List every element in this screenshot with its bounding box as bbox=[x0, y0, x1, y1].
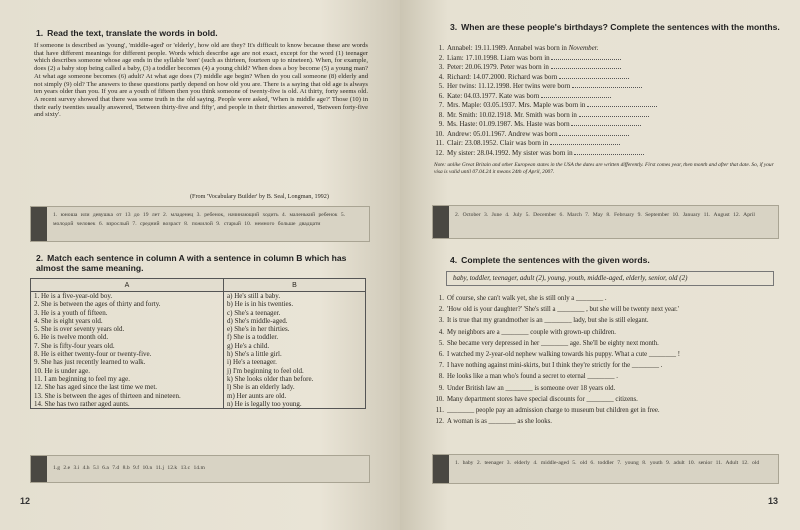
exercise-3-list bbox=[430, 44, 780, 158]
answer-blank[interactable] bbox=[559, 78, 629, 79]
table-row bbox=[31, 375, 366, 383]
exercise-title-text: Match each sentence in column A with a sentence in column B which has almost the same meaning. bbox=[36, 253, 347, 273]
column-b-cell: j) I'm beginning to feel old. bbox=[224, 367, 366, 375]
list-item bbox=[430, 371, 782, 382]
column-a-cell: 6. He is twelve month old. bbox=[31, 333, 224, 341]
item-number: 4. bbox=[438, 72, 444, 81]
answer-blank[interactable] bbox=[551, 68, 621, 69]
item-number: 3. bbox=[438, 317, 444, 325]
column-a-cell: 12. She has aged since the last time we met. bbox=[31, 383, 224, 391]
answer-blank[interactable] bbox=[579, 116, 649, 117]
item-number: 8. bbox=[438, 110, 444, 119]
item-number: 11. bbox=[435, 407, 444, 415]
exercise-1-source: (From 'Vocabulary Builder' by B. Seal, Longman, 1992) bbox=[190, 193, 329, 200]
list-item bbox=[430, 315, 782, 326]
list-item bbox=[430, 101, 780, 111]
exercise-2-answer-key bbox=[30, 455, 370, 483]
list-item bbox=[430, 293, 782, 304]
exercise-3-answer-key bbox=[432, 205, 779, 239]
column-b-cell: l) She is an elderly lady. bbox=[224, 383, 366, 391]
table-row bbox=[31, 367, 366, 375]
item-text: Andrew: 05.01.1967. Andrew was born bbox=[447, 129, 558, 138]
item-number: 2. bbox=[438, 306, 444, 314]
item-number: 1. bbox=[438, 295, 444, 302]
column-b-header: B bbox=[224, 279, 366, 292]
item-number: 7. bbox=[438, 101, 444, 109]
item-number: 6. bbox=[438, 351, 444, 359]
item-text: Annabel: 19.11.1989. Annabel was born in bbox=[447, 44, 567, 52]
item-number: 9. bbox=[438, 384, 444, 392]
item-text: Mr. Smith: 10.02.1918. Mr. Smith was born in bbox=[447, 110, 577, 119]
key-tab bbox=[433, 206, 449, 238]
item-number: 7. bbox=[438, 362, 444, 370]
item-text: A woman is as ________ as she looks. bbox=[447, 418, 552, 426]
exercise-1-text: If someone is described as 'young', 'middle-aged' or 'elderly', how old are they? It's difficult to know because these are words that have different meanings for different people. Words which describe age are not exact, except for the word (1) teenager which describes someone whose age ends in the syllable 'teen' (such as thirteen, fourteen up to nineteen). When, for example, does (2) a baby stop being called a baby, (3) a toddler becomes (4) a young child? When does a boy become (5) a young man? At what age someone becomes (6) adult? At what age does (7) middle age begin? When do you call someone (8) elderly and not simply (9) old? The answers to these questions partly depend on how old you are. There is a saying that old age is always ten years older than you. If you are a youth of fifteen then you think someone of twenty-five is old. At thirty, forty seems old. A recent survey showed that there was some truth in the old saying. People were asked, 'When is middle age?' Those (10) in their early twenties usually answered, 'Between thirty-five and fifty', and people in their thirties answered, 'Between forty-five and sixty'. bbox=[34, 42, 368, 119]
column-a-cell: 8. He is either twenty-four or twenty-five. bbox=[31, 350, 224, 358]
list-item bbox=[430, 338, 782, 349]
exercise-4-answer-key bbox=[432, 454, 779, 484]
item-text: Peter: 20.06.1979. Peter was born in bbox=[447, 63, 549, 71]
item-text: My sister: 28.04.1992. My sister was born in bbox=[447, 148, 573, 157]
table-row bbox=[31, 392, 366, 400]
list-item bbox=[430, 349, 782, 360]
list-item bbox=[430, 416, 782, 427]
answer-key-text: 1.g 2.e 3.i 4.h 5.l 6.a 7.d 8.b 9.f 10.n 11.j 12.k 13.c 14.m bbox=[53, 465, 205, 471]
answer-blank[interactable] bbox=[571, 125, 641, 126]
column-b-cell: e) She's in her thirties. bbox=[224, 325, 366, 333]
column-b-cell: b) He is in his twenties. bbox=[224, 300, 366, 308]
matching-table bbox=[30, 278, 366, 409]
table-row bbox=[31, 325, 366, 333]
item-text: Under British law an ________ is someone over 18 years old. bbox=[447, 384, 616, 392]
answer-blank[interactable] bbox=[551, 59, 621, 60]
item-text: It is true that my grandmother is an ________ lady, but she is still elegant. bbox=[447, 317, 649, 325]
list-item bbox=[430, 139, 780, 149]
item-text: Many department stores have special discounts for ________ citizens. bbox=[447, 395, 638, 403]
exercise-2-title bbox=[36, 253, 366, 273]
item-text: He looks like a man who's found a secret to eternal ________ . bbox=[447, 373, 618, 381]
exercise-number: 3. bbox=[450, 22, 458, 32]
list-item bbox=[430, 120, 780, 130]
column-a-cell: 13. She is between the ages of thirteen and nineteen. bbox=[31, 392, 224, 400]
table-row bbox=[31, 342, 366, 350]
column-b-cell: m) Her aunts are old. bbox=[224, 392, 366, 400]
item-text: Of course, she can't walk yet, she is still only a ________ . bbox=[447, 295, 607, 302]
list-item bbox=[430, 92, 780, 102]
answer-blank[interactable] bbox=[572, 87, 642, 88]
item-text: She became very depressed in her ________ age. She'll be eighty next month. bbox=[447, 339, 659, 347]
column-a-cell: 4. She is eight years old. bbox=[31, 317, 224, 325]
exercise-1-answer-key bbox=[30, 206, 370, 242]
list-item bbox=[430, 73, 780, 83]
answer-key-text: 2. October 3. June 4. July 5. December 6. March 7. May 8. February 9. September 10. January 11. August 12. April bbox=[455, 212, 755, 218]
item-number: 12. bbox=[435, 148, 444, 157]
item-text: Clair: 23.08.1952. Clair was born in bbox=[447, 139, 549, 147]
table-row bbox=[31, 350, 366, 358]
exercise-4-title bbox=[450, 255, 780, 265]
list-item bbox=[430, 82, 780, 92]
item-number: 10. bbox=[435, 395, 444, 403]
column-b-cell: k) She looks older than before. bbox=[224, 375, 366, 383]
list-item bbox=[430, 383, 782, 394]
item-number: 3. bbox=[438, 63, 444, 71]
table-row bbox=[31, 300, 366, 308]
column-a-cell: 9. She has just recently learned to walk. bbox=[31, 358, 224, 366]
item-text: Liam: 17.10.1998. Liam was born in bbox=[447, 53, 550, 62]
exercise-number: 4. bbox=[450, 255, 458, 265]
item-number: 11. bbox=[435, 139, 444, 147]
item-number: 12. bbox=[435, 418, 444, 426]
item-number: 8. bbox=[438, 373, 444, 381]
page-number: 13 bbox=[768, 496, 779, 506]
exercise-number: 1. bbox=[36, 28, 44, 38]
key-tab bbox=[31, 456, 47, 482]
item-text: I have nothing against mini-skirts, but I think they're strictly for the ________ . bbox=[447, 362, 663, 370]
word-bank: baby, toddler, teenager, adult (2), young, youth, middle-aged, elderly, senior, old (2) bbox=[446, 271, 774, 286]
item-number: 6. bbox=[438, 91, 444, 100]
item-number: 5. bbox=[438, 339, 444, 347]
item-number: 9. bbox=[438, 120, 444, 128]
column-b-cell: i) He's a teenager. bbox=[224, 358, 366, 366]
column-b-cell: n) He is legally too young. bbox=[224, 400, 366, 409]
item-number: 2. bbox=[438, 53, 444, 62]
item-text: Ms. Haste: 01.09.1987. Ms. Haste was born bbox=[447, 120, 570, 128]
list-item bbox=[430, 360, 782, 371]
exercise-4-list bbox=[430, 293, 782, 427]
exercise-title-text: Read the text, translate the words in bold. bbox=[47, 28, 218, 38]
column-b-cell: c) She's a teenager. bbox=[224, 309, 366, 317]
item-text: Mrs. Maple: 03.05.1937. Mrs. Maple was born in bbox=[447, 101, 586, 109]
item-number: 4. bbox=[438, 328, 444, 336]
answer-blank[interactable] bbox=[559, 135, 629, 136]
exercise-3-title bbox=[450, 22, 780, 32]
item-number: 10. bbox=[435, 129, 444, 138]
table-row bbox=[31, 292, 366, 301]
answer-blank[interactable] bbox=[541, 97, 611, 98]
column-a-cell: 7. She is fifty-four years old. bbox=[31, 342, 224, 350]
item-answer: November. bbox=[568, 44, 599, 52]
list-item bbox=[430, 111, 780, 121]
exercise-3-note: Note: unlike Great Britain and other European states in the USA the dates are written differently. First comes year, then month and after that date. So, if your visa is valid until 07.04.24 it means 24th of April, 2007. bbox=[434, 162, 774, 175]
item-text: 'How old is your daughter?' 'She's still a ________ , but she will be twenty next year.' bbox=[447, 306, 679, 314]
table-row bbox=[31, 400, 366, 409]
key-tab bbox=[31, 207, 47, 241]
list-item bbox=[430, 394, 782, 405]
column-a-cell: 5. She is over seventy years old. bbox=[31, 325, 224, 333]
column-a-header: A bbox=[31, 279, 224, 292]
exercise-title-text: When are these people's birthdays? Complete the sentences with the months. bbox=[461, 22, 780, 32]
item-text: Her twins: 11.12.1998. Her twins were born bbox=[447, 82, 571, 90]
exercise-title-text: Complete the sentences with the given words. bbox=[461, 255, 650, 265]
column-b-cell: f) She is a toddler. bbox=[224, 333, 366, 341]
list-item bbox=[430, 405, 782, 416]
column-a-cell: 10. He is under age. bbox=[31, 367, 224, 375]
page-number: 12 bbox=[20, 496, 31, 506]
list-item bbox=[430, 63, 780, 73]
answer-blank[interactable] bbox=[587, 106, 657, 107]
column-b-cell: a) He's still a baby. bbox=[224, 292, 366, 301]
table-row bbox=[31, 309, 366, 317]
table-row bbox=[31, 358, 366, 366]
list-item bbox=[430, 54, 780, 64]
table-row bbox=[31, 383, 366, 391]
answer-key-text: 1. юноша или девушка от 13 до 19 лет 2. младенец 3. ребенок, начинающий ходить 4. маленький ребенок 5. молодой человек 6. взрослый 7. средний возраст 8. пожилой 9. старый 10. немного больше двадцати bbox=[53, 212, 346, 227]
item-text: I watched my 2-year-old nephew walking towards his puppy. What a cute ________ ! bbox=[447, 351, 680, 359]
right-page bbox=[400, 0, 800, 530]
matching-table-body bbox=[31, 292, 366, 409]
column-a-cell: 11. I am beginning to feel my age. bbox=[31, 375, 224, 383]
list-item bbox=[430, 327, 782, 338]
list-item bbox=[430, 44, 780, 54]
column-a-cell: 14. She has two rather aged aunts. bbox=[31, 400, 224, 409]
table-row bbox=[31, 333, 366, 341]
item-number: 1. bbox=[438, 44, 444, 52]
column-b-cell: d) She's middle-aged. bbox=[224, 317, 366, 325]
column-b-cell: g) He's a child. bbox=[224, 342, 366, 350]
item-text: My neighbors are a ________ couple with grown-up children. bbox=[447, 328, 616, 336]
column-a-cell: 1. He is a five-year-old boy. bbox=[31, 292, 224, 301]
list-item bbox=[430, 304, 782, 315]
item-text: Kate: 04.03.1977. Kate was born bbox=[447, 91, 540, 100]
column-b-cell: h) She's a little girl. bbox=[224, 350, 366, 358]
table-row bbox=[31, 317, 366, 325]
item-text: ________ people pay an admission charge to museum but children get in free. bbox=[447, 407, 660, 415]
list-item bbox=[430, 149, 780, 159]
column-a-cell: 2. She is between the ages of thirty and forty. bbox=[31, 300, 224, 308]
item-text: Richard: 14.07.2000. Richard was born bbox=[447, 72, 558, 81]
exercise-1-title bbox=[36, 28, 376, 38]
answer-key-text: 1. baby 2. teenager 3. elderly 4. middle-aged 5. old 6. toddler 7. young 8. youth 9. adult 10. senior 11. Adult 12. old bbox=[455, 460, 760, 466]
key-tab bbox=[433, 455, 449, 483]
answer-blank[interactable] bbox=[550, 144, 620, 145]
item-number: 5. bbox=[438, 82, 444, 90]
exercise-number: 2. bbox=[36, 253, 44, 263]
list-item bbox=[430, 130, 780, 140]
column-a-cell: 3. He is a youth of fifteen. bbox=[31, 309, 224, 317]
answer-blank[interactable] bbox=[574, 154, 644, 155]
